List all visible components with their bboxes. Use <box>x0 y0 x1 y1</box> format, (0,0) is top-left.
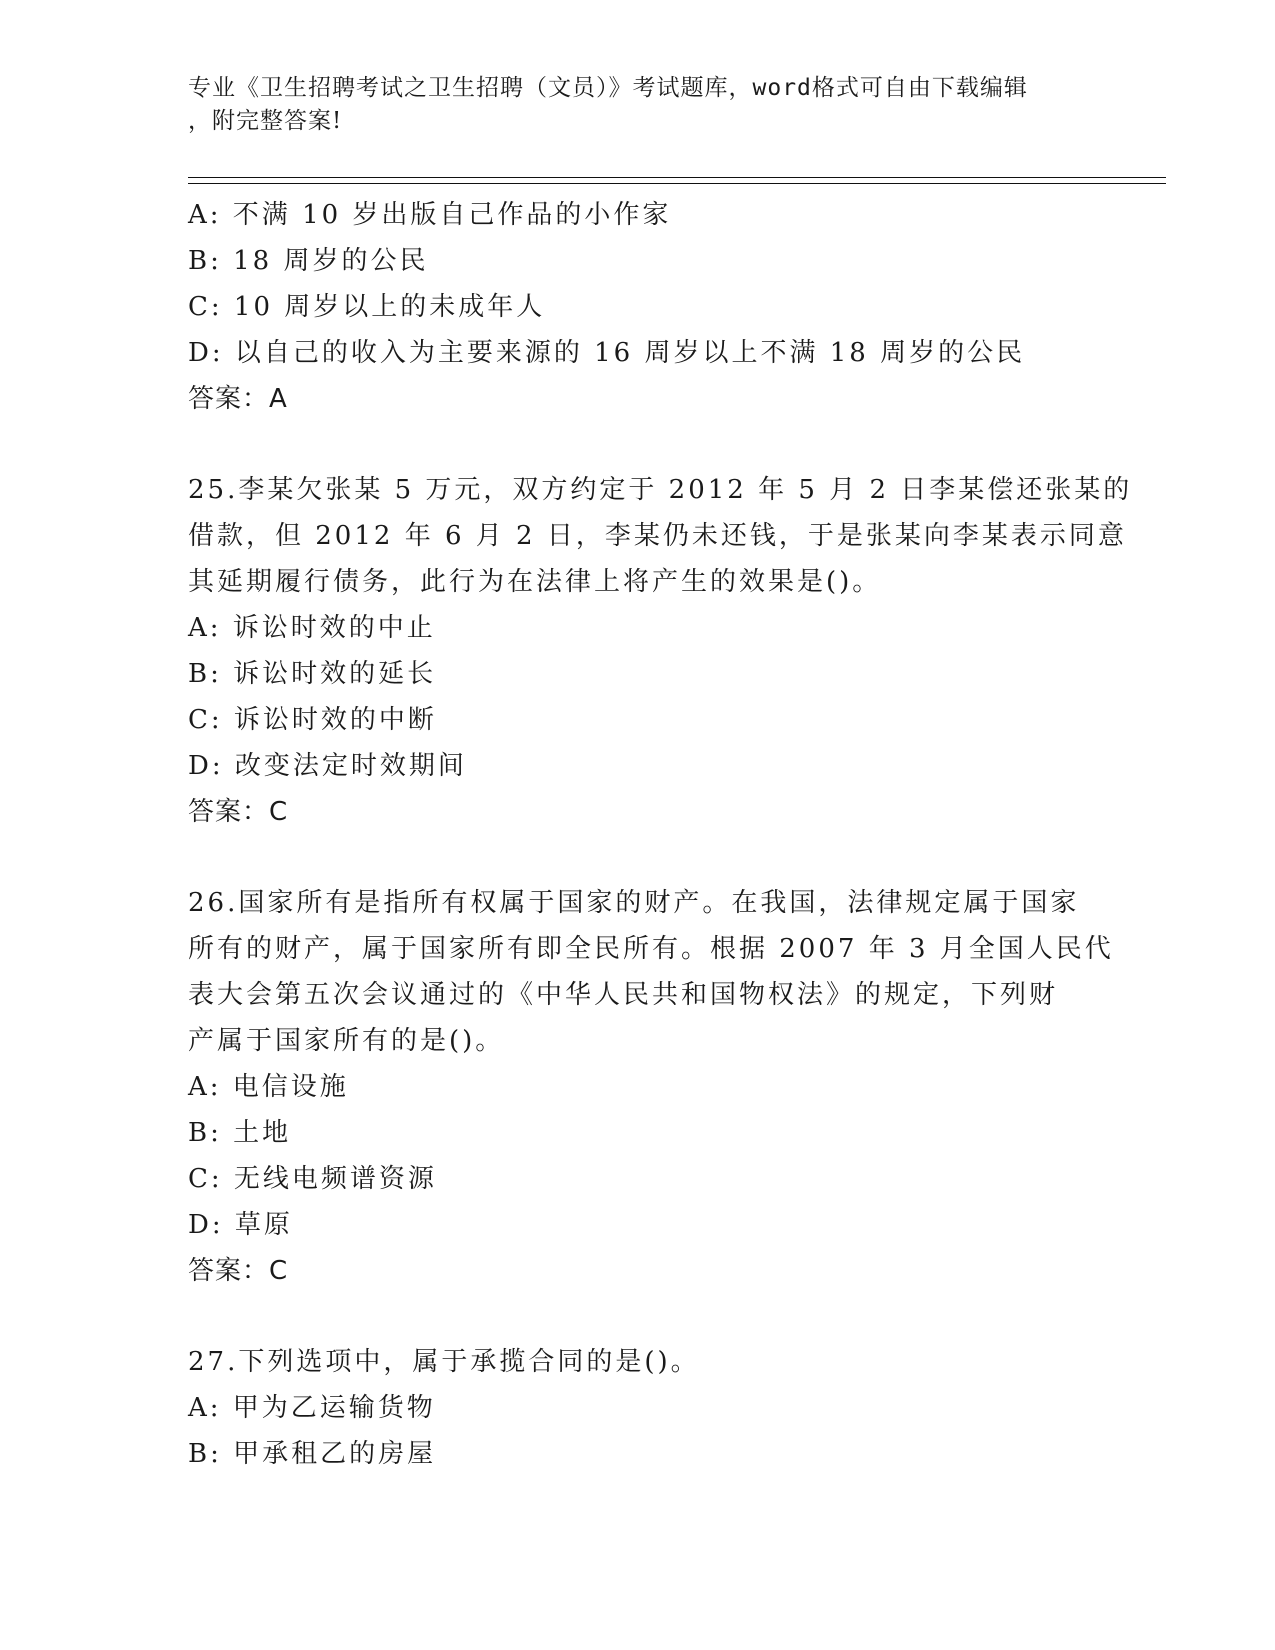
question-stem-line: 表大会第五次会议通过的《中华人民共和国物权法》的规定，下列财 <box>188 980 1059 1010</box>
header-rule-bottom <box>188 183 1166 184</box>
question-stem-line: 其延期履行债务，此行为在法律上将产生的效果是()。 <box>188 567 882 597</box>
header-rule-top <box>188 177 1166 178</box>
question-stem-line: 27.下列选项中，属于承揽合同的是()。 <box>188 1347 700 1377</box>
answer-26: 答案：C <box>188 1256 289 1286</box>
header-text-a: 专业《卫生招聘考试之卫生招聘（文员）》考试题库， <box>188 75 753 101</box>
option-b: B: 诉讼时效的延长 <box>188 659 437 689</box>
option-b: B: 18 周岁的公民 <box>188 246 429 276</box>
option-c: C: 无线电频谱资源 <box>188 1164 437 1194</box>
option-a: A: 诉讼时效的中止 <box>188 613 436 643</box>
option-a: A: 不满 10 岁出版自己作品的小作家 <box>188 200 672 230</box>
question-stem-line: 所有的财产，属于国家所有即全民所有。根据 2007 年 3 月全国人民代 <box>188 934 1114 964</box>
header-text-word: word <box>752 75 812 101</box>
spacer <box>188 835 1088 880</box>
option-b: B: 甲承租乙的房屋 <box>188 1439 437 1469</box>
option-a: A: 甲为乙运输货物 <box>188 1393 436 1423</box>
option-d: D: 以自己的收入为主要来源的 16 周岁以上不满 18 周岁的公民 <box>188 338 1026 368</box>
spacer <box>188 1294 1088 1339</box>
option-c: C: 诉讼时效的中断 <box>188 705 437 735</box>
document-header <box>188 72 1088 138</box>
question-stem-line: 产属于国家所有的是()。 <box>188 1026 505 1056</box>
question-25 <box>188 467 1133 835</box>
answer-24: 答案：A <box>188 384 288 414</box>
option-c: C: 10 周岁以上的未成年人 <box>188 292 546 322</box>
question-stem-line: 26.国家所有是指所有权属于国家的财产。在我国，法律规定属于国家 <box>188 888 1080 918</box>
option-d: D: 草原 <box>188 1210 293 1240</box>
question-27 <box>188 1339 1088 1477</box>
option-a: A: 电信设施 <box>188 1072 349 1102</box>
header-line-2: ，附完整答案! <box>188 108 343 134</box>
document-body <box>188 192 1133 1477</box>
header-text-b: 格式可自由下载编辑 <box>811 75 1028 101</box>
question-24-options <box>188 192 1088 422</box>
option-b: B: 土地 <box>188 1118 292 1148</box>
option-d: D: 改变法定时效期间 <box>188 751 467 781</box>
answer-25: 答案：C <box>188 797 289 827</box>
question-26 <box>188 880 1114 1294</box>
question-stem-line: 借款，但 2012 年 6 月 2 日，李某仍未还钱，于是张某向李某表示同意 <box>188 521 1127 551</box>
question-stem-line: 25.李某欠张某 5 万元，双方约定于 2012 年 5 月 2 日李某偿还张某的 <box>188 475 1133 505</box>
header-line-1 <box>188 72 1088 105</box>
spacer <box>188 422 1088 467</box>
